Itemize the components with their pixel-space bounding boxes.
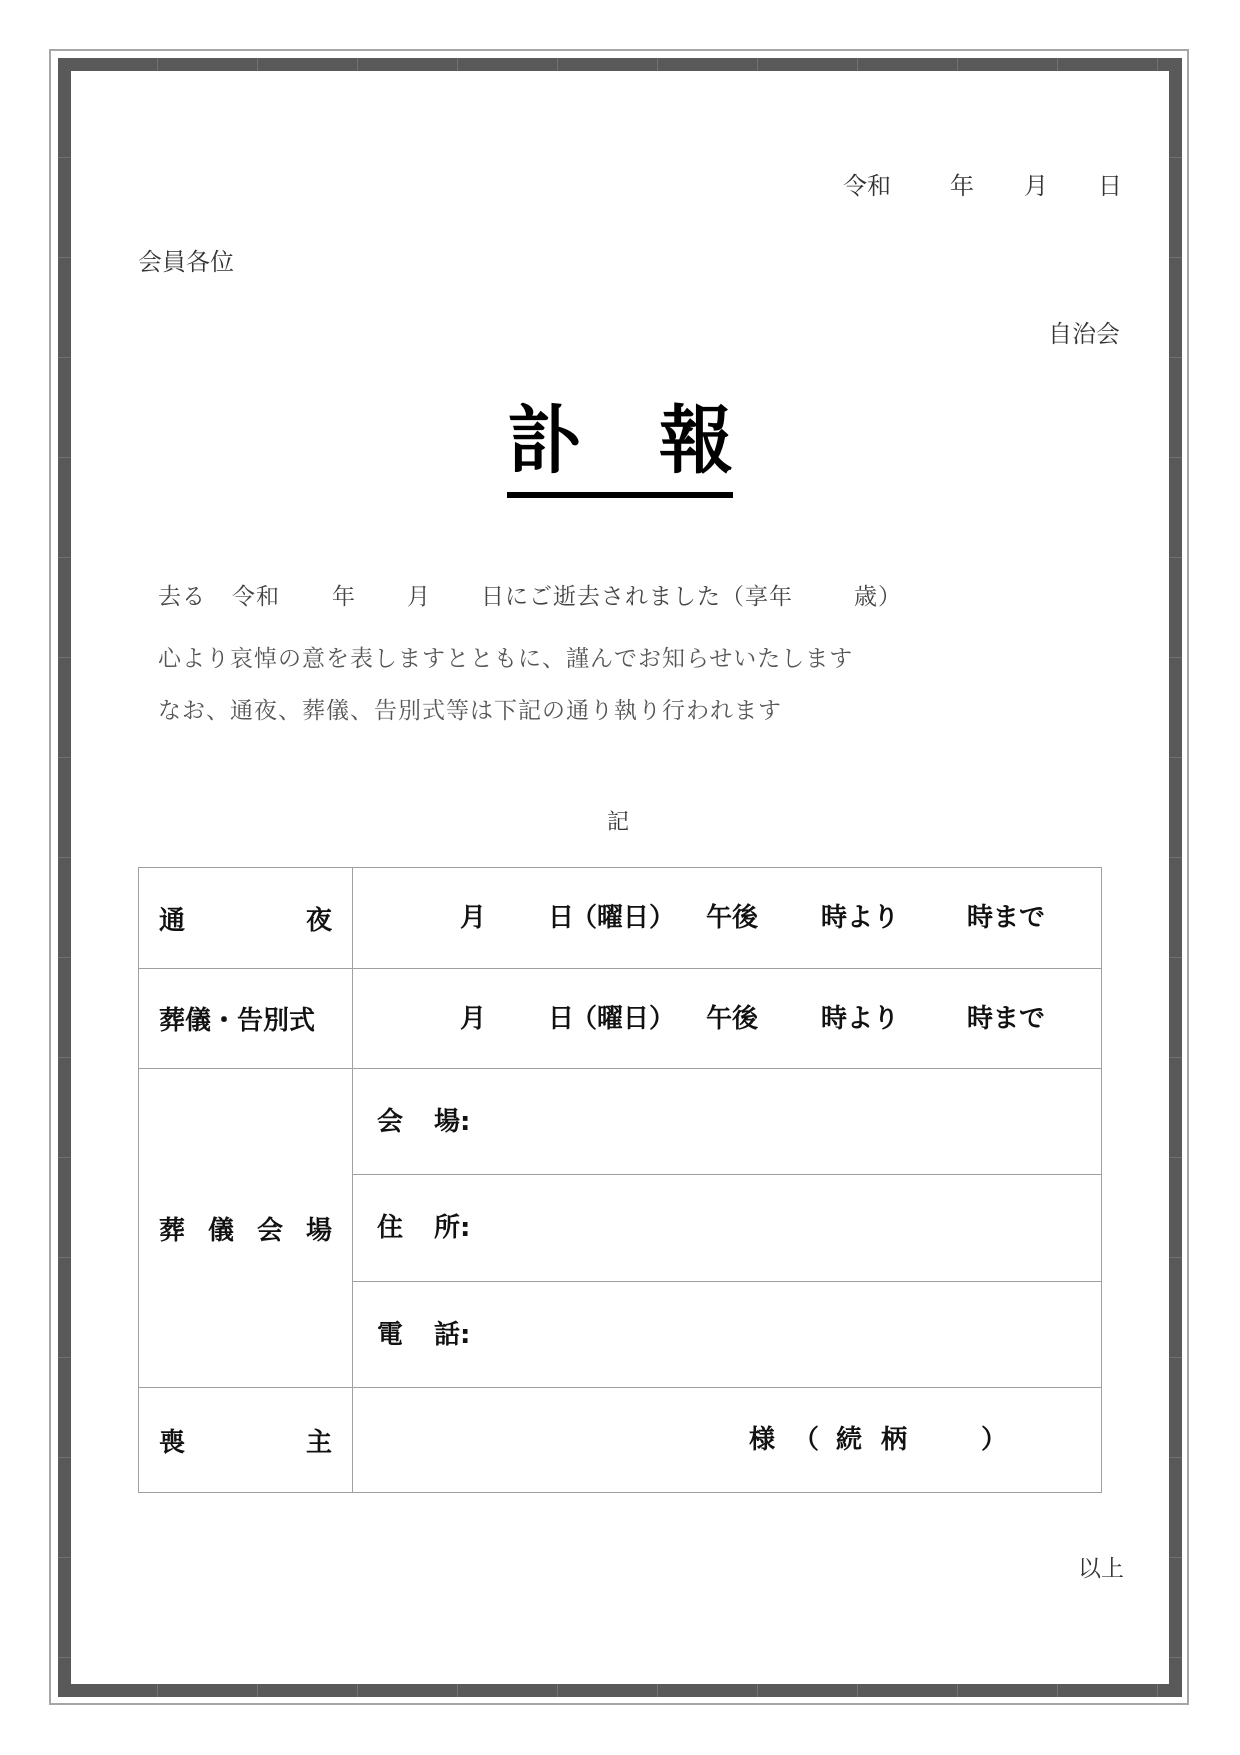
label-chief-a: 喪: [159, 1427, 186, 1458]
date-year: 年: [950, 172, 974, 200]
funeral-from: 時より: [821, 1003, 900, 1034]
chief-zoku: 続: [836, 1425, 863, 1455]
border-texture-left: [58, 58, 71, 1697]
body-line-3: なお、通夜、葬儀、告別式等は下記の通り執り行われます: [158, 698, 782, 724]
wake-datetime-cell[interactable]: [353, 868, 1102, 969]
title-char-1: 訃: [507, 398, 581, 484]
label-venue-2: 儀: [207, 1215, 234, 1246]
wake-pm: 午後: [706, 903, 759, 933]
label-venue-3: 会: [256, 1215, 283, 1246]
title-char-2: 報: [659, 398, 733, 484]
venue-name-label-a: 会: [377, 1106, 404, 1137]
wake-to: 時まで: [967, 903, 1046, 933]
label-venue-4: 場: [305, 1215, 332, 1246]
chief-sama: 様: [749, 1425, 776, 1455]
body-year: 年: [332, 584, 356, 610]
border-texture-top: [58, 58, 1182, 71]
funeral-datetime-cell[interactable]: [353, 969, 1102, 1069]
chief-open-paren: （: [793, 1425, 820, 1455]
date-era: 令和: [843, 172, 891, 200]
label-chief-mourner: [139, 1388, 353, 1493]
funeral-pm: 午後: [706, 1003, 759, 1034]
details-table: [138, 867, 1102, 1493]
label-venue: [139, 1069, 353, 1388]
border-texture-right: [1169, 58, 1182, 1697]
funeral-day: 日: [548, 1003, 575, 1034]
wake-day: 日: [548, 903, 575, 933]
body-age-suffix: 歳）: [854, 584, 902, 610]
table-row-wake: [139, 868, 1102, 969]
border-texture-bottom: [58, 1684, 1182, 1697]
closing: 以上: [1078, 1556, 1124, 1582]
funeral-to: 時まで: [967, 1003, 1046, 1034]
chief-gara: 柄: [881, 1425, 908, 1455]
body-day-rest: 日にご逝去されました（享年: [481, 584, 793, 610]
label-funeral-text: 葬儀・告別式: [159, 1006, 316, 1036]
venue-phone-label-b: 話:: [434, 1319, 471, 1350]
ki-heading: 記: [607, 810, 630, 835]
venue-phone-cell[interactable]: [353, 1282, 1102, 1388]
date-month: 月: [1024, 172, 1048, 200]
chief-mourner-cell[interactable]: [353, 1388, 1102, 1493]
venue-address-label-a: 住: [377, 1213, 404, 1243]
recipients: 会員各位: [138, 248, 234, 276]
label-funeral: [139, 969, 353, 1069]
table-row-funeral: [139, 969, 1102, 1069]
label-wake: [139, 868, 353, 969]
title-underline: [507, 492, 733, 498]
sender: 自治会: [1048, 320, 1120, 348]
table-row-chief-mourner: [139, 1388, 1102, 1493]
body-line-2: 心より哀悼の意を表しますとともに、謹んでお知らせいたします: [158, 646, 854, 672]
chief-close-paren: ）: [981, 1425, 1008, 1455]
wake-weekday: （曜日）: [571, 903, 676, 933]
label-venue-1: 葬: [159, 1215, 186, 1246]
funeral-weekday: （曜日）: [571, 1003, 676, 1034]
table-row-venue: [139, 1069, 1102, 1175]
venue-phone-label-a: 電: [377, 1319, 404, 1350]
label-chief-b: 主: [305, 1427, 332, 1458]
wake-from: 時より: [821, 903, 900, 933]
body-month: 月: [407, 584, 431, 610]
venue-address-cell[interactable]: [353, 1175, 1102, 1282]
page-title: [507, 400, 733, 500]
label-wake-a: 通: [159, 905, 186, 936]
venue-name-label-b: 場:: [434, 1106, 471, 1137]
body-era: 令和: [232, 584, 280, 610]
venue-address-label-b: 所:: [434, 1213, 471, 1243]
body-prefix: 去る: [158, 584, 206, 610]
label-wake-b: 夜: [305, 905, 332, 936]
funeral-month: 月: [460, 1003, 487, 1034]
venue-name-cell[interactable]: [353, 1069, 1102, 1175]
date-day: 日: [1098, 172, 1122, 200]
wake-month: 月: [460, 903, 487, 933]
